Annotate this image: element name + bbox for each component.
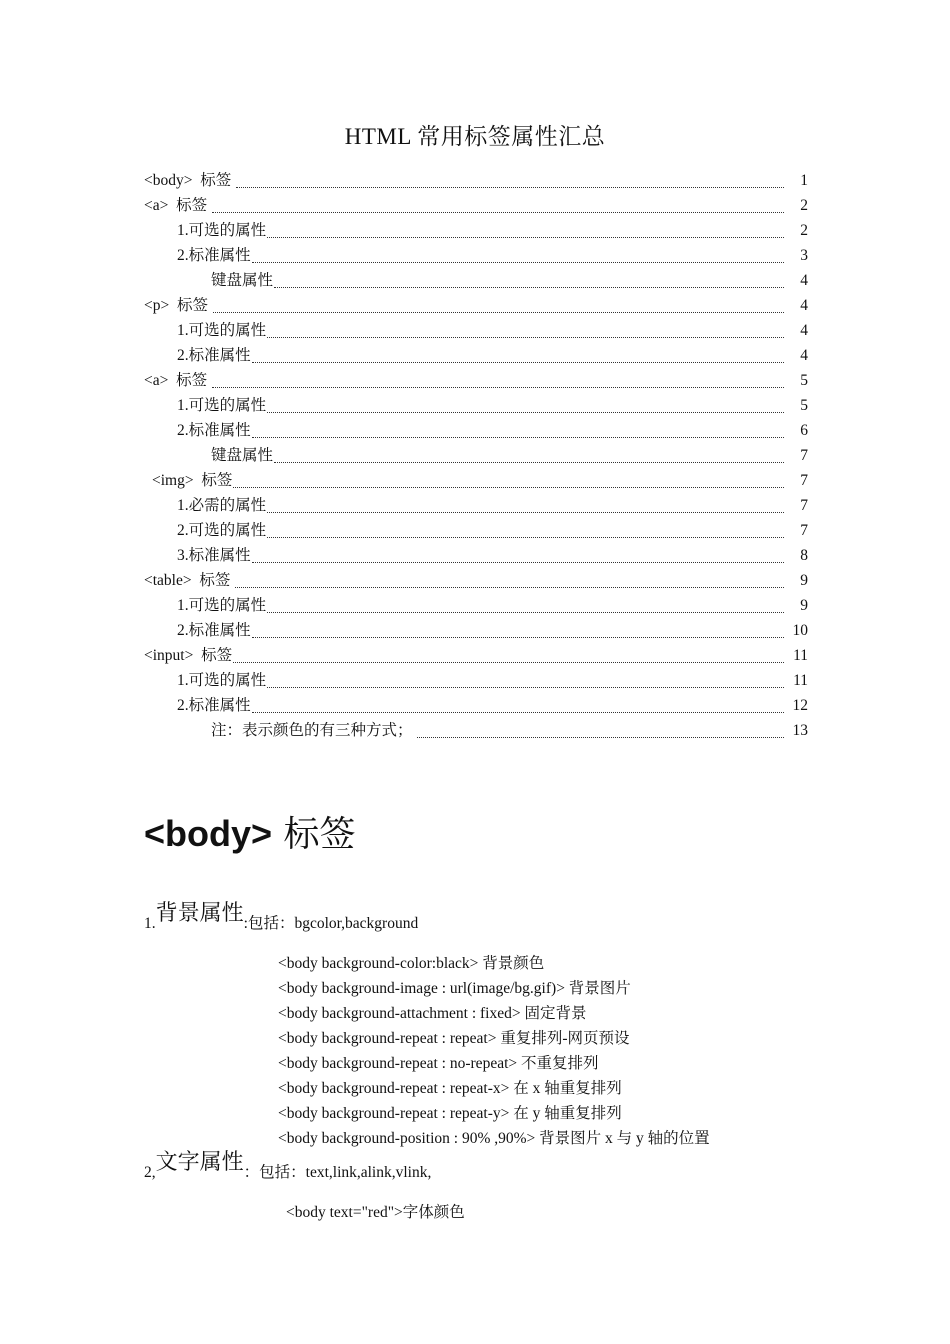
toc-entry-page: 5 xyxy=(800,397,808,414)
toc-entry-label: <a> 标签 xyxy=(144,197,211,214)
toc-entry-page: 9 xyxy=(800,572,808,589)
toc-entry[interactable] xyxy=(144,266,808,291)
toc-leader-dots xyxy=(252,261,784,263)
text-color-example: <body text="red">字体颜色 xyxy=(286,1204,465,1221)
toc-entry[interactable] xyxy=(144,291,808,316)
toc-entry-page: 7 xyxy=(800,497,808,514)
toc-entry-page: 13 xyxy=(792,722,808,739)
toc-leader-dots xyxy=(267,611,784,613)
toc-entry[interactable] xyxy=(144,491,808,516)
attribute-list xyxy=(278,951,710,1151)
background-attributes-heading xyxy=(144,901,419,935)
toc-entry-label: 2.标准属性 xyxy=(177,347,251,364)
toc-leader-dots xyxy=(252,561,784,563)
toc-entry[interactable] xyxy=(144,416,808,441)
toc-entry-label: 1.可选的属性 xyxy=(177,672,267,689)
toc-entry-page: 6 xyxy=(800,422,808,439)
toc-entry-page: 9 xyxy=(800,597,808,614)
toc-entry[interactable] xyxy=(144,216,808,241)
toc-entry-label: <input> 标签 xyxy=(144,647,233,664)
attribute-line: <body background-attachment : fixed> 固定背景 xyxy=(278,1005,587,1022)
toc-leader-dots xyxy=(252,361,784,363)
attribute-line: <body background-repeat : repeat> 重复排列-网页预设 xyxy=(278,1030,630,1047)
section-description: :包括：bgcolor,background xyxy=(243,915,419,932)
toc-entry-label: 1.必需的属性 xyxy=(177,497,267,514)
toc-entry-label: <a> 标签 xyxy=(144,372,211,389)
toc-entry-page: 12 xyxy=(792,697,808,714)
text-attributes-heading xyxy=(144,1150,432,1184)
toc-leader-dots xyxy=(212,386,784,388)
toc-leader-dots xyxy=(252,711,784,713)
attribute-line: <body background-image : url(image/bg.gif)> 背景图片 xyxy=(278,980,631,997)
toc-entry-label: 3.标准属性 xyxy=(177,547,251,564)
toc-entry[interactable] xyxy=(144,466,808,491)
heading-tag: <body> xyxy=(144,813,273,854)
attribute-line: <body background-repeat : repeat-x> 在 x 轴重复排列 xyxy=(278,1080,622,1097)
toc-leader-dots xyxy=(267,686,784,688)
toc-entry[interactable] xyxy=(144,366,808,391)
toc-entry[interactable] xyxy=(144,191,808,216)
toc-entry-page: 7 xyxy=(800,447,808,464)
toc-leader-dots xyxy=(212,211,784,213)
toc-entry[interactable] xyxy=(144,691,808,716)
section-heading xyxy=(144,806,356,857)
toc-entry[interactable] xyxy=(144,441,808,466)
toc-entry-page: 2 xyxy=(800,197,808,214)
toc-entry[interactable] xyxy=(144,316,808,341)
toc-entry-page: 8 xyxy=(800,547,808,564)
toc-entry-label: 2.标准属性 xyxy=(177,247,251,264)
toc-leader-dots xyxy=(267,511,784,513)
toc-leader-dots xyxy=(213,311,784,313)
attribute-line: <body background-position : 90% ,90%> 背景图片 x 与 y 轴的位置 xyxy=(278,1130,710,1147)
toc-entry-page: 1 xyxy=(800,172,808,189)
toc-entry-page: 4 xyxy=(800,347,808,364)
toc-leader-dots xyxy=(252,636,784,638)
document-title: HTML 常用标签属性汇总 xyxy=(344,124,606,149)
toc-entry[interactable] xyxy=(144,341,808,366)
toc-entry-page: 5 xyxy=(800,372,808,389)
toc-entry-label: <body> 标签 xyxy=(144,172,236,189)
toc-entry[interactable] xyxy=(144,391,808,416)
toc-leader-dots xyxy=(267,336,784,338)
toc-entry-label: 2.标准属性 xyxy=(177,697,251,714)
toc-entry-page: 7 xyxy=(800,522,808,539)
toc-entry-page: 11 xyxy=(793,647,808,664)
toc-entry-page: 4 xyxy=(800,297,808,314)
attribute-line: <body background-color:black> 背景颜色 xyxy=(278,955,545,972)
toc-entry[interactable] xyxy=(144,166,808,191)
toc-entry[interactable] xyxy=(144,716,808,741)
section-description: ：包括：text,link,alink,vlink, xyxy=(243,1164,432,1181)
toc-entry-label: 1.可选的属性 xyxy=(177,222,267,239)
toc-entry[interactable] xyxy=(144,541,808,566)
toc-entry[interactable] xyxy=(144,516,808,541)
section-number: 2, xyxy=(144,1164,156,1181)
section-title: 文字属性 xyxy=(155,1150,244,1175)
toc-entry[interactable] xyxy=(144,666,808,691)
toc-entry-label: 2.标准属性 xyxy=(177,622,251,639)
toc-entry-page: 3 xyxy=(800,247,808,264)
toc-entry-page: 11 xyxy=(793,672,808,689)
toc-entry-label: 2.标准属性 xyxy=(177,422,251,439)
toc-entry-page: 10 xyxy=(792,622,808,639)
toc-leader-dots xyxy=(267,536,784,538)
toc-entry[interactable] xyxy=(144,616,808,641)
toc-leader-dots xyxy=(417,736,784,738)
toc-entry-label: 1.可选的属性 xyxy=(177,597,267,614)
toc-entry[interactable] xyxy=(144,566,808,591)
toc-entry-page: 4 xyxy=(800,272,808,289)
toc-leader-dots xyxy=(267,236,784,238)
toc-leader-dots xyxy=(233,486,784,488)
toc-entry-label: 键盘属性 xyxy=(211,447,274,464)
toc-entry[interactable] xyxy=(144,241,808,266)
heading-text: 标签 xyxy=(283,814,356,855)
toc-leader-dots xyxy=(267,411,784,413)
toc-entry-label: <p> 标签 xyxy=(144,297,212,314)
toc-entry-label: 注：表示颜色的有三种方式； xyxy=(211,722,417,739)
toc-entry-label: 键盘属性 xyxy=(211,272,274,289)
section-title: 背景属性 xyxy=(155,901,244,926)
attribute-line: <body background-repeat : repeat-y> 在 y 轴重复排列 xyxy=(278,1105,622,1122)
toc-entry-label: 1.可选的属性 xyxy=(177,397,267,414)
toc-leader-dots xyxy=(274,461,784,463)
toc-entry-label: <img> 标签 xyxy=(152,472,233,489)
toc-leader-dots xyxy=(274,286,784,288)
toc-entry[interactable] xyxy=(144,591,808,616)
toc-leader-dots xyxy=(252,436,784,438)
toc-entry-label: 2.可选的属性 xyxy=(177,522,267,539)
toc-entry-page: 2 xyxy=(800,222,808,239)
toc-entry-page: 7 xyxy=(800,472,808,489)
table-of-contents xyxy=(144,166,808,741)
toc-leader-dots xyxy=(235,586,784,588)
toc-leader-dots xyxy=(233,661,784,663)
toc-entry[interactable] xyxy=(144,641,808,666)
toc-entry-label: <table> 标签 xyxy=(144,572,235,589)
toc-entry-label: 1.可选的属性 xyxy=(177,322,267,339)
toc-leader-dots xyxy=(236,186,784,188)
toc-entry-page: 4 xyxy=(800,322,808,339)
section-number: 1. xyxy=(144,915,156,932)
attribute-line: <body background-repeat : no-repeat> 不重复排列 xyxy=(278,1055,599,1072)
